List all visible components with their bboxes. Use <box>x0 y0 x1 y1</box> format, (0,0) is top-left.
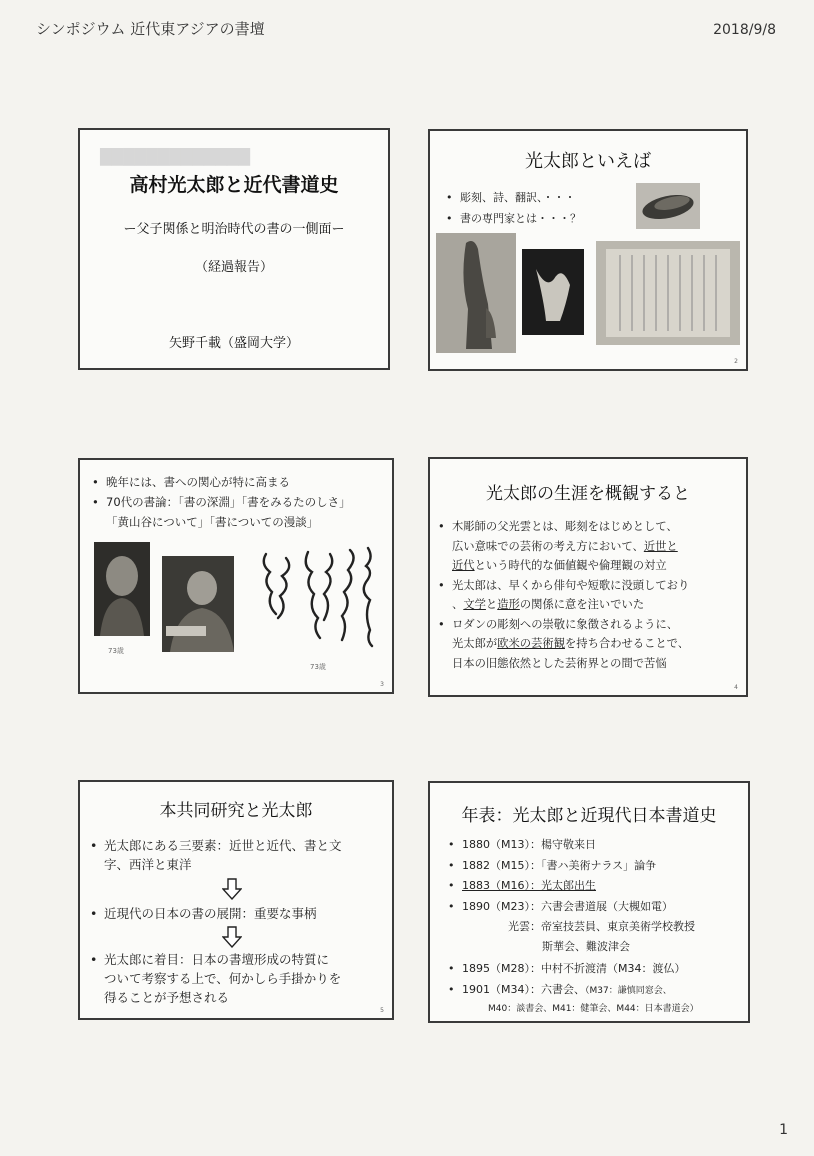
bullet-item <box>90 836 388 874</box>
underlined-term: 欧米の芸術観 <box>497 637 565 650</box>
bullet-text: 日本の旧態依然とした芸術界との間で苦悩 <box>452 656 667 670</box>
slide-5 <box>78 780 394 1020</box>
bullet-text: を持ち合わせることで、 <box>565 637 690 650</box>
page-number: 1 <box>779 1122 788 1138</box>
portrait-icon <box>94 542 150 636</box>
underlined-term: 造形 <box>497 598 520 611</box>
manuscript-photo <box>596 241 740 345</box>
sculpture-photo-1 <box>436 233 516 353</box>
underlined-term: 近代 <box>452 559 475 572</box>
slide-number: 5 <box>380 1007 384 1014</box>
slide-number: 3 <box>380 681 384 688</box>
bullet-text: と <box>485 598 498 611</box>
timeline-text: 1901（M34）：六書会、 <box>462 982 585 996</box>
bullet-text: 光太郎にある三要素：近世と近代、書と文 <box>104 838 342 853</box>
down-arrow-icon <box>222 926 242 948</box>
bullet-text: という時代的な価値観や倫理観の対立 <box>474 559 667 572</box>
bullet-item <box>92 492 351 532</box>
portrait-photo-1 <box>94 542 150 636</box>
bullet-text: の関係に意を注いでいた <box>519 598 645 611</box>
slide-subtitle: ー父子関係と明治時代の書の一側面ー <box>123 222 345 237</box>
document-header-title: シンポジウム 近代東アジアの書壇 <box>36 20 265 38</box>
underlined-term: 近世と <box>643 539 678 553</box>
bullet-item <box>90 950 341 1007</box>
photo-caption: 73歳 <box>108 647 124 655</box>
timeline-entry <box>448 876 744 897</box>
bullet-text: 光太郎は、早くから俳句や短歌に没頭しており <box>452 578 690 592</box>
bullet-text: 、 <box>452 598 464 611</box>
bullet-text: 光太郎が <box>452 637 498 650</box>
calligrapher-icon <box>162 556 234 652</box>
slide-title: 高村光太郎と近代書道史 <box>129 174 339 196</box>
slide-number: 2 <box>734 358 738 365</box>
author: 矢野千載（盛岡大学） <box>168 336 299 351</box>
slide-2 <box>428 129 748 371</box>
slide-title: 光太郎といえば <box>525 151 651 172</box>
cicada-carving-image <box>636 183 700 229</box>
hand-sculpture-icon <box>522 249 584 335</box>
slide-6 <box>428 781 750 1023</box>
slide-4 <box>428 457 748 697</box>
timeline-subentry: 光雲：帝室技芸員、東京美術学校教授 <box>508 920 695 933</box>
sculpture-photo-2 <box>522 249 584 335</box>
timeline-entry <box>448 980 744 1002</box>
slide-number: 4 <box>734 684 738 691</box>
document-date: 2018/9/8 <box>713 22 776 38</box>
bullet-text: 「黄山谷について」「書についての漫談」 <box>106 515 319 529</box>
bullet-text: 木彫師の父光雲とは、彫刻をはじめとして、 <box>452 520 678 533</box>
timeline-entry: • 1890（M23）：六書会書道展（大槻如電） <box>448 897 744 918</box>
timeline-subentry: 斯華会、難波津会 <box>542 940 630 953</box>
underlined-term: 文学 <box>463 598 486 611</box>
down-arrow-icon <box>222 878 242 900</box>
timeline-entry: • 1882（M15）：「書ハ美術ナラス」論争 <box>448 856 744 877</box>
report-note: （経過報告） <box>194 260 273 275</box>
timeline-entry: • 1895（M28）：中村不折渡清（M34：渡仏） <box>448 959 744 980</box>
bullet-text: 広い意味での芸術の考え方において、 <box>452 539 644 553</box>
cicada-icon <box>636 183 700 229</box>
bullet-text: 光太郎に着目：日本の書壇形成の特質に <box>104 952 330 967</box>
photo-caption: 73歳 <box>310 663 326 671</box>
calligraphy-image <box>244 540 386 668</box>
bullet-text: 字、西洋と東洋 <box>104 857 192 872</box>
statue-icon <box>436 233 516 353</box>
bullet-item <box>438 517 742 576</box>
manuscript-icon <box>596 241 740 345</box>
slide-title: 光太郎の生涯を概観すると <box>486 484 690 504</box>
slide-title: 本共同研究と光太郎 <box>159 801 313 821</box>
bullet-item: • 近現代の日本の書の展開：重要な事柄 <box>90 904 317 923</box>
bullet-item: • 晩年には、書への関心が特に高まる <box>92 472 351 492</box>
slide-1 <box>78 128 390 370</box>
bullet-item: • 書の専門家とは・・・？ <box>446 208 581 229</box>
bullet-text: ロダンの彫刻への崇敬に象徴されるように、 <box>452 617 679 631</box>
bullet-item <box>438 576 742 615</box>
timeline-entry: • 1880（M13）：楊守敬来日 <box>448 835 744 856</box>
timeline-text-small: （M37：謙慎同窓会、 <box>584 985 672 996</box>
bullet-text: ついて考察する上で、何かしら手掛かりを <box>104 971 342 986</box>
calligraphy-brush-icon <box>244 540 386 668</box>
bleedthrough-text: █████████████ <box>100 148 250 166</box>
slide-3 <box>78 458 394 694</box>
timeline-subentry: M40：談書会、M41：健筆会、M44：日本書道会） <box>488 1004 699 1014</box>
portrait-photo-2 <box>162 556 234 652</box>
bullet-text: 70代の書論：「書の深淵」「書をみるたのしさ」 <box>106 495 351 509</box>
timeline-highlight: 1883（M16）：光太郎出生 <box>462 879 596 892</box>
bullet-text: 得ることが予想される <box>104 990 230 1005</box>
bullet-item: • 彫刻、詩、翻訳、・・・ <box>446 187 581 208</box>
slide-title: 年表：光太郎と近現代日本書道史 <box>461 806 717 826</box>
bullet-item <box>438 615 742 674</box>
